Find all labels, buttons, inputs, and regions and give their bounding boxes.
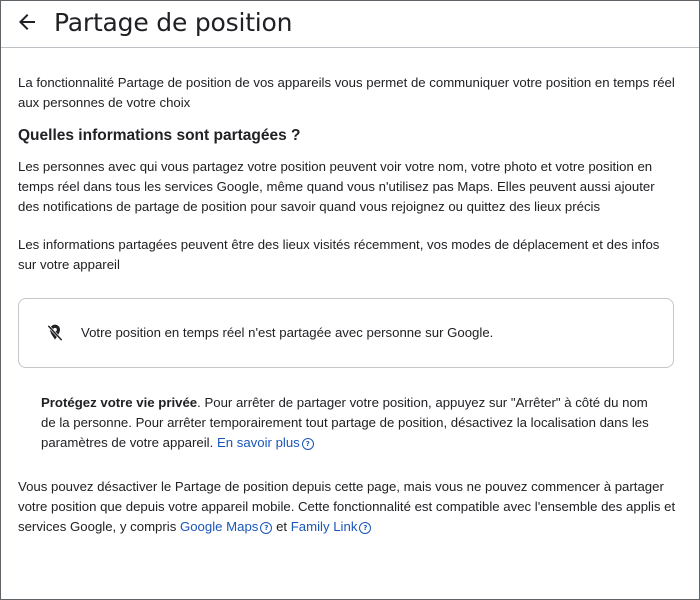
bottom-paragraph (18, 477, 678, 537)
privacy-tip (41, 393, 651, 453)
paragraph-shared-info: Les informations partagées peuvent être des lieux visités récemment, vos modes de déplacement et des infos sur votre appareil (18, 237, 660, 272)
paragraph-visibility: Les personnes avec qui vous partagez votre position peuvent voir votre nom, votre photo et votre position en temps réel dans tous les services Google, même quand vous n'utilisez pas Maps. Elles peuvent aussi ajouter des notifications de partage de position pour savoir quand vous rejoignez ou quittez des lieux précis (18, 159, 655, 214)
learn-more-link[interactable]: En savoir plus (216, 435, 300, 450)
sharing-status-text: Votre position en temps réel n'est partagée avec personne sur Google. (81, 325, 494, 340)
help-icon[interactable]: ? (302, 438, 314, 450)
arrow-back-icon[interactable] (15, 10, 39, 34)
help-icon[interactable]: ? (359, 522, 371, 534)
page-header (1, 1, 699, 48)
privacy-tip-title: Protégez votre vie privée (41, 395, 198, 410)
location-off-icon (45, 323, 65, 343)
page-title: Partage de position (54, 8, 293, 37)
sharing-status-card (18, 298, 674, 368)
section-heading: Quelles informations sont partagées ? (18, 127, 301, 144)
privacy-tip-text: . Pour arrêter de partager votre position, appuyez sur "Arrêter" à côté du nom de la personne. Pour arrêter temporairement tout partage de position, désactivez la localisation dans les paramètres de votre appareil. (41, 395, 649, 450)
family-link-link[interactable]: Family Link (290, 519, 358, 534)
bottom-conjunction: et (272, 519, 291, 534)
help-icon[interactable]: ? (260, 522, 272, 534)
bottom-text: Vous pouvez désactiver le Partage de position depuis cette page, mais vous ne pouvez commencer à partager votre position que depuis votre appareil mobile. Cette fonctionnalité est compatible avec l'ensemble des applis et services Google, y compris (18, 479, 676, 534)
main-content (18, 73, 678, 537)
intro-text: La fonctionnalité Partage de position de vos appareils vous permet de communiquer votre position en temps réel aux personnes de votre choix (18, 75, 675, 110)
google-maps-link[interactable]: Google Maps (179, 519, 259, 534)
